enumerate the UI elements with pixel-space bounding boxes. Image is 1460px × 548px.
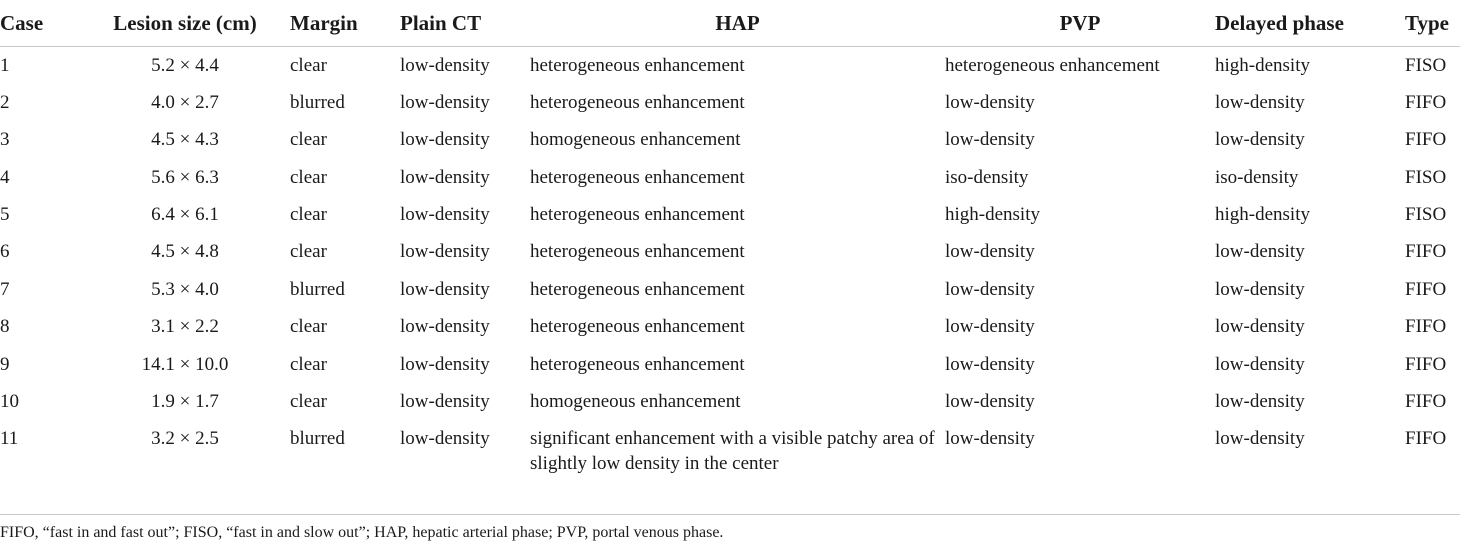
- cell-lesion-size: 6.4 × 6.1: [151, 204, 219, 226]
- cell-lesion-size: 5.6 × 6.3: [151, 166, 219, 188]
- cell-delayed-phase: low-density: [1215, 353, 1305, 375]
- table-row: [0, 346, 1460, 383]
- cell-plain-ct: low-density: [400, 316, 490, 338]
- cell-hap: heterogeneous enhancement: [530, 316, 745, 338]
- cell-type: FISO: [1405, 204, 1447, 226]
- header-hap: HAP: [530, 0, 945, 47]
- cell-case: 7: [0, 278, 10, 300]
- cell-lesion-size: 14.1 × 10.0: [141, 353, 229, 375]
- cell-case: 9: [0, 353, 10, 375]
- cell-margin: clear: [290, 166, 327, 188]
- cell-delayed-phase: iso-density: [1215, 166, 1299, 188]
- cell-type: FIFO: [1405, 278, 1447, 300]
- cell-margin: clear: [290, 204, 327, 226]
- header-type: Type: [1405, 0, 1460, 47]
- cell-pvp: low-density: [945, 278, 1035, 300]
- table-row: [0, 84, 1460, 121]
- table-row: [0, 196, 1460, 233]
- cell-margin: blurred: [290, 91, 345, 113]
- cell-margin: clear: [290, 391, 327, 413]
- cell-hap: heterogeneous enhancement: [530, 204, 745, 226]
- cell-case: 5: [0, 204, 10, 226]
- header-pvp: PVP: [945, 0, 1215, 47]
- header-lesion-size: Lesion size (cm): [80, 0, 290, 47]
- cell-delayed-phase: low-density: [1215, 129, 1305, 151]
- cell-hap: homogeneous enhancement: [530, 391, 741, 413]
- cell-lesion-size: 5.2 × 4.4: [151, 55, 219, 76]
- cell-type: FIFO: [1405, 129, 1447, 151]
- cell-pvp: low-density: [945, 428, 1035, 450]
- cell-margin: clear: [290, 316, 327, 338]
- table-row: [0, 383, 1460, 420]
- table-row: [0, 233, 1460, 270]
- table-row: [0, 271, 1460, 308]
- cell-type: FIFO: [1405, 91, 1447, 113]
- cell-lesion-size: 4.5 × 4.3: [151, 129, 219, 151]
- cell-plain-ct: low-density: [400, 204, 490, 226]
- cell-pvp: heterogeneous enhancement: [945, 55, 1160, 76]
- header-case: Case: [0, 0, 80, 47]
- cell-pvp: low-density: [945, 241, 1035, 263]
- cell-type: FISO: [1405, 166, 1447, 188]
- cell-type: FISO: [1405, 55, 1447, 76]
- cell-hap: heterogeneous enhancement: [530, 91, 745, 113]
- cell-margin: clear: [290, 353, 327, 375]
- table-row: [0, 308, 1460, 345]
- cell-type: FIFO: [1405, 391, 1447, 413]
- cell-case: 6: [0, 241, 10, 263]
- cell-plain-ct: low-density: [400, 91, 490, 113]
- cell-type: FIFO: [1405, 428, 1447, 450]
- cell-plain-ct: low-density: [400, 353, 490, 375]
- cell-hap: homogeneous enhancement: [530, 129, 741, 151]
- table-bottom-rule: [0, 514, 1460, 515]
- table-header-row: [0, 0, 1460, 47]
- cell-lesion-size: 3.2 × 2.5: [151, 428, 219, 450]
- header-delayed-phase: Delayed phase: [1215, 0, 1405, 47]
- cell-delayed-phase: low-density: [1215, 428, 1305, 450]
- cell-case: 2: [0, 91, 10, 113]
- cell-delayed-phase: low-density: [1215, 278, 1305, 300]
- cell-plain-ct: low-density: [400, 55, 490, 76]
- cell-case: 11: [0, 428, 19, 450]
- cell-hap: heterogeneous enhancement: [530, 55, 745, 76]
- cell-lesion-size: 1.9 × 1.7: [151, 391, 219, 413]
- cell-delayed-phase: low-density: [1215, 241, 1305, 263]
- table-row: [0, 121, 1460, 158]
- cell-margin: blurred: [290, 278, 345, 300]
- header-plain-ct: Plain CT: [400, 0, 530, 47]
- table-row: [0, 47, 1460, 84]
- cell-type: FIFO: [1405, 316, 1447, 338]
- cell-plain-ct: low-density: [400, 278, 490, 300]
- cell-lesion-size: 4.0 × 2.7: [151, 91, 219, 113]
- cell-hap: heterogeneous enhancement: [530, 241, 745, 263]
- cell-margin: clear: [290, 55, 327, 76]
- cell-delayed-phase: high-density: [1215, 55, 1310, 76]
- cell-lesion-size: 4.5 × 4.8: [151, 241, 219, 263]
- cell-case: 1: [0, 55, 10, 76]
- table-footnote: FIFO, “fast in and fast out”; FISO, “fast in and slow out”; HAP, hepatic arterial phase; PVP, portal venous phase.: [0, 524, 724, 541]
- cell-case: 3: [0, 129, 10, 151]
- table-row: [0, 420, 1460, 490]
- cell-pvp: low-density: [945, 316, 1035, 338]
- cell-case: 8: [0, 316, 10, 338]
- header-margin: Margin: [290, 0, 400, 47]
- cell-case: 4: [0, 166, 10, 188]
- cell-hap: heterogeneous enhancement: [530, 166, 745, 188]
- cell-delayed-phase: low-density: [1215, 391, 1305, 413]
- cell-pvp: low-density: [945, 391, 1035, 413]
- cell-delayed-phase: low-density: [1215, 316, 1305, 338]
- cell-lesion-size: 5.3 × 4.0: [151, 278, 219, 300]
- cell-lesion-size: 3.1 × 2.2: [151, 316, 219, 338]
- cell-margin: clear: [290, 129, 327, 151]
- table-row: [0, 159, 1460, 196]
- cell-delayed-phase: high-density: [1215, 204, 1310, 226]
- cell-pvp: low-density: [945, 91, 1035, 113]
- cell-plain-ct: low-density: [400, 129, 490, 151]
- cell-delayed-phase: low-density: [1215, 91, 1305, 113]
- cell-pvp: high-density: [945, 204, 1040, 226]
- cell-plain-ct: low-density: [400, 428, 490, 450]
- cell-plain-ct: low-density: [400, 241, 490, 263]
- cell-hap: heterogeneous enhancement: [530, 353, 745, 375]
- cell-pvp: low-density: [945, 353, 1035, 375]
- cell-plain-ct: low-density: [400, 391, 490, 413]
- cell-pvp: iso-density: [945, 166, 1029, 188]
- cell-margin: blurred: [290, 428, 345, 450]
- cell-pvp: low-density: [945, 129, 1035, 151]
- cell-type: FIFO: [1405, 241, 1447, 263]
- cell-case: 10: [0, 391, 19, 413]
- cell-type: FIFO: [1405, 353, 1447, 375]
- cell-plain-ct: low-density: [400, 166, 490, 188]
- cell-margin: clear: [290, 241, 327, 263]
- cell-hap: heterogeneous enhancement: [530, 278, 745, 300]
- cell-hap: significant enhancement with a visible patchy area of slightly low density in the center: [530, 428, 935, 475]
